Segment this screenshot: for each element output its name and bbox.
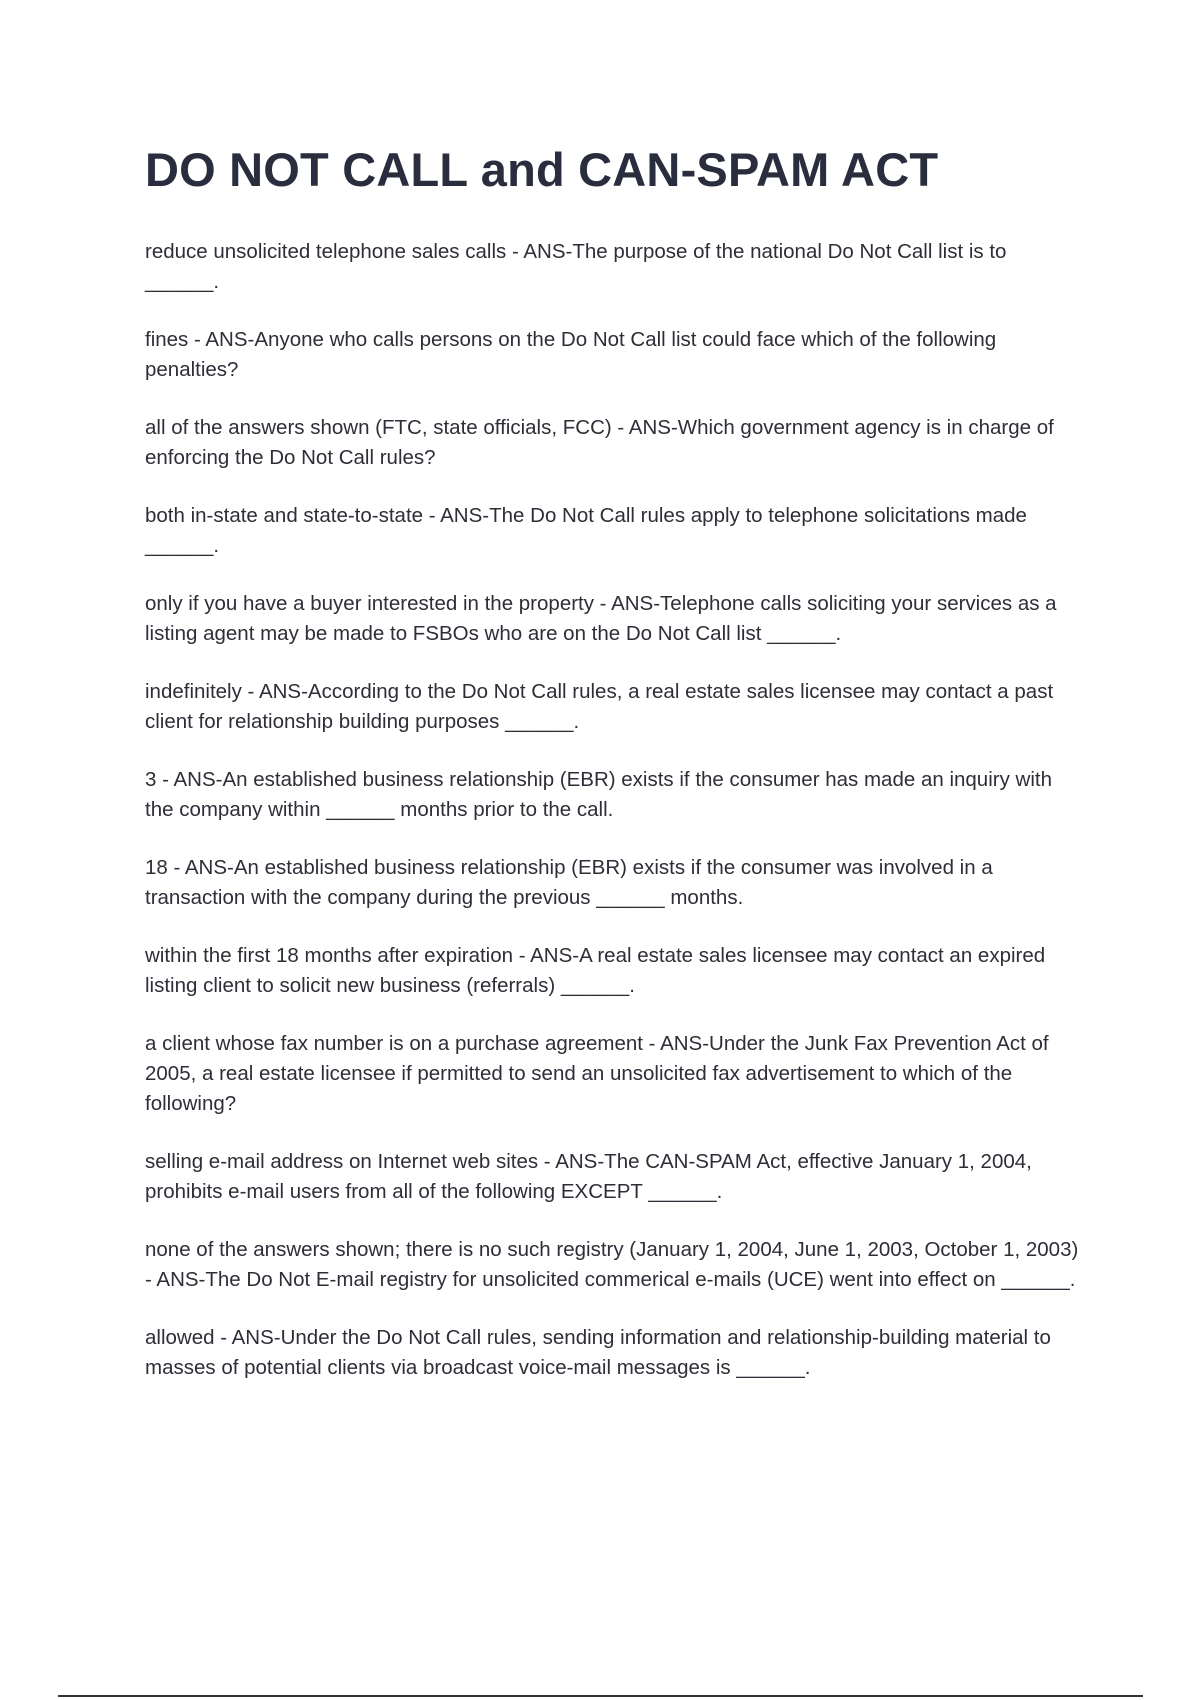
qa-item: selling e-mail address on Internet web sites - ANS-The CAN-SPAM Act, effective January 1, 2004, prohibits e-mail users from all of the following EXCEPT ______.: [145, 1150, 1032, 1203]
qa-item: both in-state and state-to-state - ANS-The Do Not Call rules apply to telephone solicitations made ______.: [145, 504, 1027, 557]
qa-item: reduce unsolicited telephone sales calls - ANS-The purpose of the national Do Not Call list is to ______.: [145, 240, 1007, 293]
page-title: DO NOT CALL and CAN-SPAM ACT: [145, 143, 939, 196]
qa-list: [145, 237, 1085, 1411]
qa-item: a client whose fax number is on a purchase agreement - ANS-Under the Junk Fax Prevention Act of 2005, a real estate licensee if permitted to send an unsolicited fax advertisement to which of the following?: [145, 1032, 1049, 1115]
qa-item: fines - ANS-Anyone who calls persons on the Do Not Call list could face which of the following penalties?: [145, 328, 997, 381]
qa-item: 18 - ANS-An established business relationship (EBR) exists if the consumer was involved in a transaction with the company during the previous ______ months.: [145, 856, 993, 909]
qa-item: within the first 18 months after expiration - ANS-A real estate sales licensee may contact an expired listing client to solicit new business (referrals) ______.: [145, 944, 1046, 997]
qa-item: allowed - ANS-Under the Do Not Call rules, sending information and relationship-building material to masses of potential clients via broadcast voice-mail messages is ______.: [145, 1326, 1051, 1379]
qa-item: all of the answers shown (FTC, state officials, FCC) - ANS-Which government agency is in charge of enforcing the Do Not Call rules?: [145, 416, 1054, 469]
qa-item: none of the answers shown; there is no such registry (January 1, 2004, June 1, 2003, October 1, 2003) - ANS-The Do Not E-mail registry for unsolicited commerical e-mails (UCE) went into effect on ______.: [145, 1238, 1079, 1291]
footer-divider: [58, 1695, 1143, 1697]
qa-item: 3 - ANS-An established business relationship (EBR) exists if the consumer has made an inquiry with the company within ______ months prior to the call.: [145, 768, 1052, 821]
qa-item: indefinitely - ANS-According to the Do Not Call rules, a real estate sales licensee may contact a past client for relationship building purposes ______.: [145, 680, 1054, 733]
qa-item: only if you have a buyer interested in the property - ANS-Telephone calls soliciting your services as a listing agent may be made to FSBOs who are on the Do Not Call list ______.: [145, 592, 1057, 645]
